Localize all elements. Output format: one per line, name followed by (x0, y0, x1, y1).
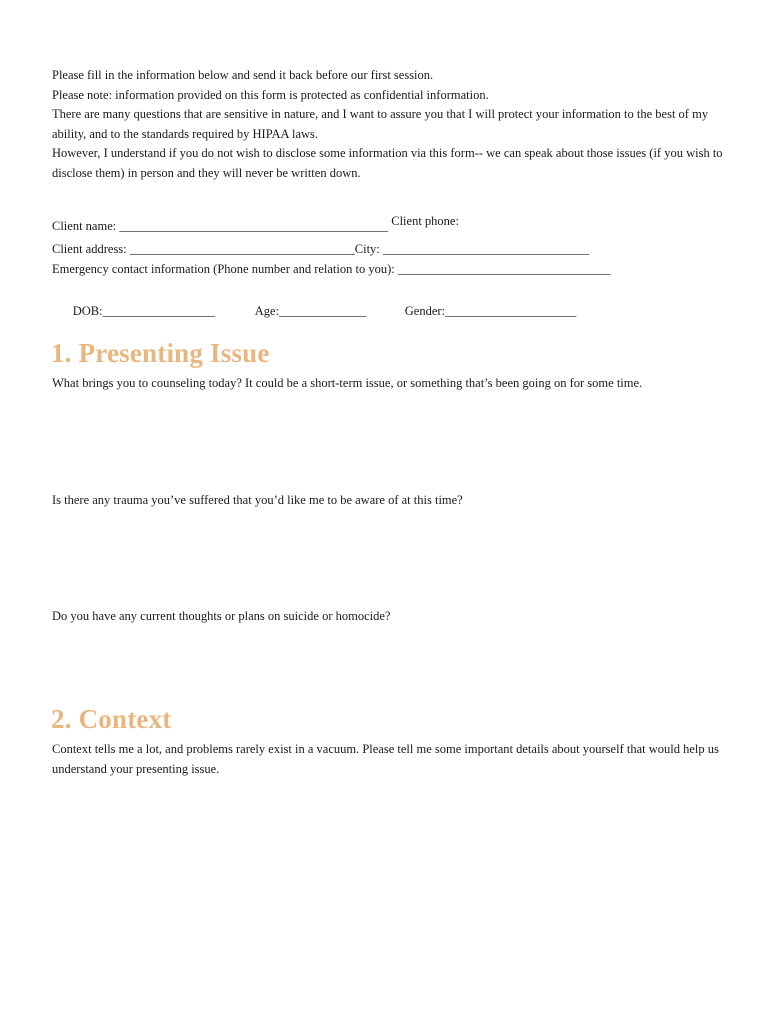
intro-line: Please fill in the information below and send it back before our first session. (52, 68, 434, 82)
client-address-field[interactable]: Client address: ____________________________________City: _________________________________ (52, 242, 590, 256)
demographics-row (54, 287, 576, 335)
question-context: Context tells me a lot, and problems rarely exist in a vacuum. Please tell me some important details about yourself that would help us understand your presenting issue. (52, 742, 719, 776)
gender-field[interactable]: Gender:_____________________ (404, 304, 577, 318)
section-heading-context: 2. Context (51, 704, 172, 734)
age-field[interactable]: Age:______________ (254, 304, 367, 318)
client-name-field[interactable]: Client name: ___________________________________________ (52, 219, 392, 233)
emergency-contact-field[interactable]: Emergency contact information (Phone number and relation to you): __________________________________ (52, 262, 611, 276)
dob-field[interactable]: DOB:__________________ (72, 304, 216, 318)
answer-area-context[interactable] (52, 782, 718, 982)
intro-line: Please note: information provided on this form is protected as confidential information. (52, 87, 489, 102)
question-reason-for-counseling: What brings you to counseling today? It could be a short-term issue, or something that’s been going on for some time. (52, 376, 643, 390)
question-trauma: Is there any trauma you’ve suffered that you’d like me to be aware of at this time? (52, 493, 463, 507)
intro-line: There are many questions that are sensitive in nature, and I want to assure you that I will protect your information to the best of my ability, and to the standards required by HIPAA laws. (52, 107, 709, 141)
answer-area-trauma[interactable] (52, 513, 718, 597)
intro-text (52, 66, 732, 183)
intro-line: However, I understand if you do not wish to disclose some information via this form-- we can speak about those issues (if you wish to disclose them) in person and they will never be written down. (52, 146, 723, 180)
question-suicide-homicide: Do you have any current thoughts or plans on suicide or homocide? (52, 609, 391, 623)
section-heading-presenting-issue: 1. Presenting Issue (51, 338, 270, 368)
client-phone-field[interactable]: Client phone: (391, 214, 459, 228)
answer-area-suicide[interactable] (52, 629, 718, 689)
client-name-row (52, 214, 459, 234)
answer-area-reason[interactable] (52, 396, 718, 480)
